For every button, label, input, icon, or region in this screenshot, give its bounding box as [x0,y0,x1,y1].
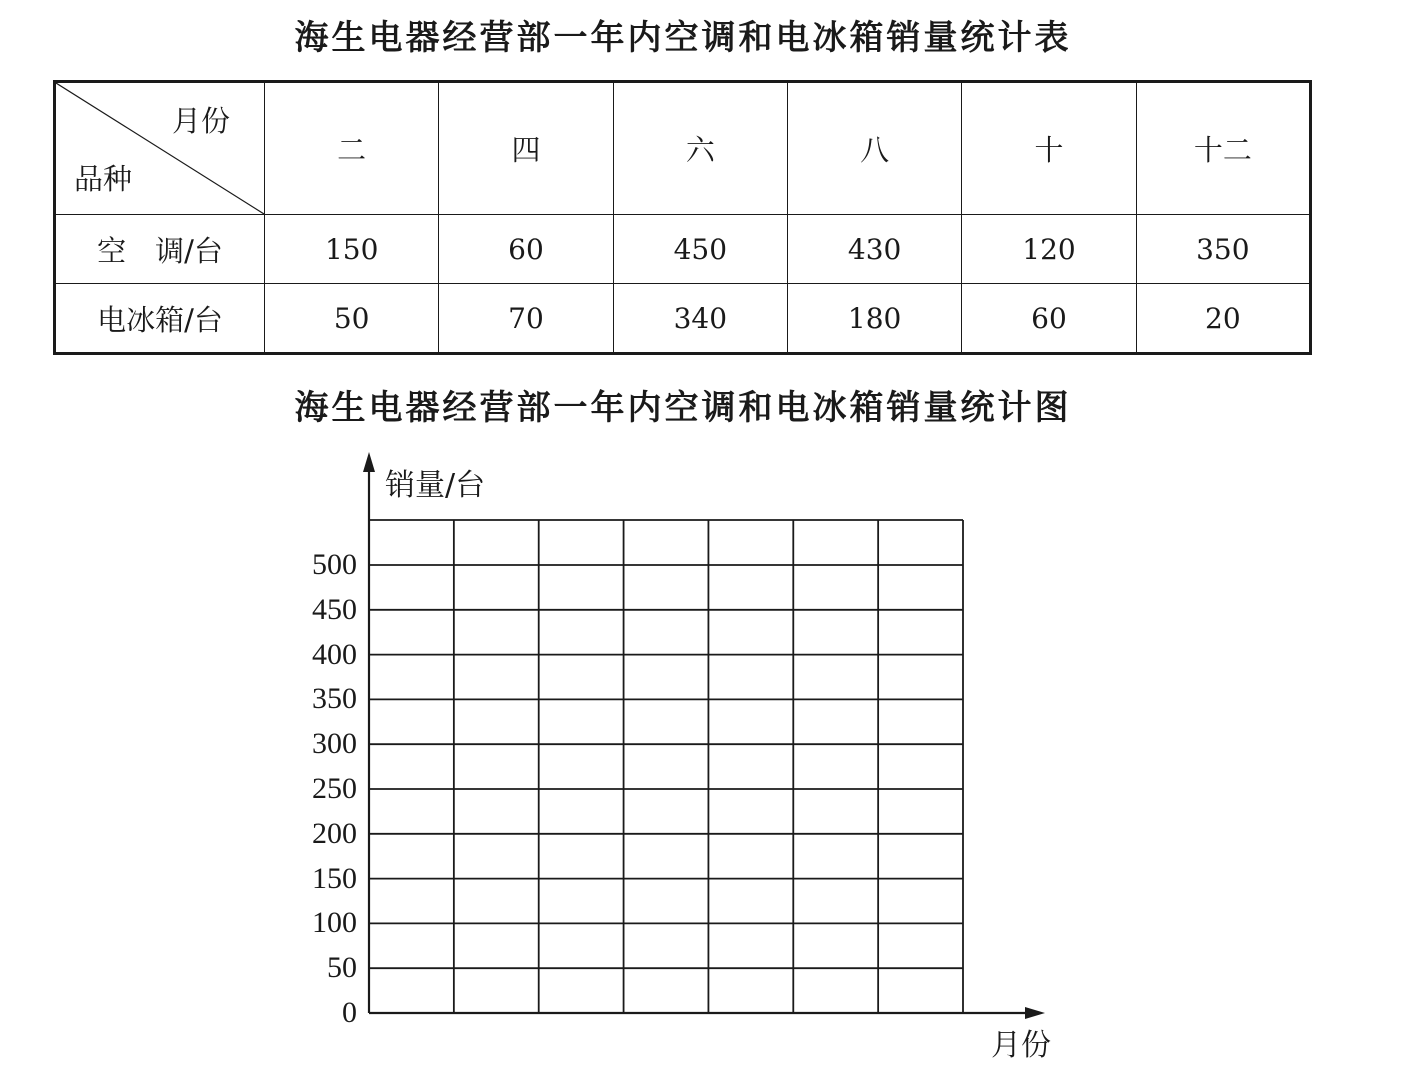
month-header: 八 [787,82,961,215]
corner-label-month: 月份 [171,104,230,138]
y-tick-label: 250 [312,772,357,805]
month-header: 十 [962,82,1136,215]
month-header: 六 [613,82,787,215]
table-row-air-conditioner [55,215,1311,284]
y-tick-label: 450 [312,592,357,626]
table-cell: 180 [787,284,961,354]
chart-title: 海生电器经营部一年内空调和电冰箱销量统计图 [294,388,1072,428]
y-tick-label: 400 [312,637,357,671]
y-tick-label: 50 [327,951,357,985]
row-label: 空 调/台 [55,215,265,284]
table-cell: 340 [613,284,787,354]
table-cell: 350 [1136,215,1310,284]
table-row-refrigerator [55,284,1311,354]
y-axis-label: 销量/台 [385,468,486,503]
table-cell: 450 [613,215,787,284]
month-header: 十二 [1136,82,1310,215]
y-tick-label: 100 [312,906,357,940]
y-tick-label: 350 [312,682,357,716]
table-cell: 150 [265,215,439,284]
x-axis-label: 月份 [991,1028,1051,1063]
y-tick-label: 500 [312,548,357,581]
y-tick-label: 300 [312,727,357,761]
y-tick-label: 150 [312,861,357,895]
sales-table [53,80,1312,355]
table-header-row [55,82,1311,215]
table-cell: 430 [787,215,961,284]
table-title: 海生电器经营部一年内空调和电冰箱销量统计表 [294,18,1072,58]
table-cell: 60 [962,284,1136,354]
month-header: 四 [439,82,613,215]
y-axis-arrow-icon [363,452,375,472]
table-cell: 50 [265,284,439,354]
corner-label-variety: 品种 [74,162,133,196]
table-cell: 70 [439,284,613,354]
x-axis-arrow-icon [1025,1007,1045,1019]
diagonal-header-cell [55,82,265,215]
y-tick-label: 200 [312,816,357,850]
table-cell: 60 [439,215,613,284]
row-label: 电冰箱/台 [55,284,265,354]
y-tick-label: 0 [342,996,357,1029]
month-header: 二 [265,82,439,215]
table-cell: 20 [1136,284,1310,354]
table-cell: 120 [962,215,1136,284]
